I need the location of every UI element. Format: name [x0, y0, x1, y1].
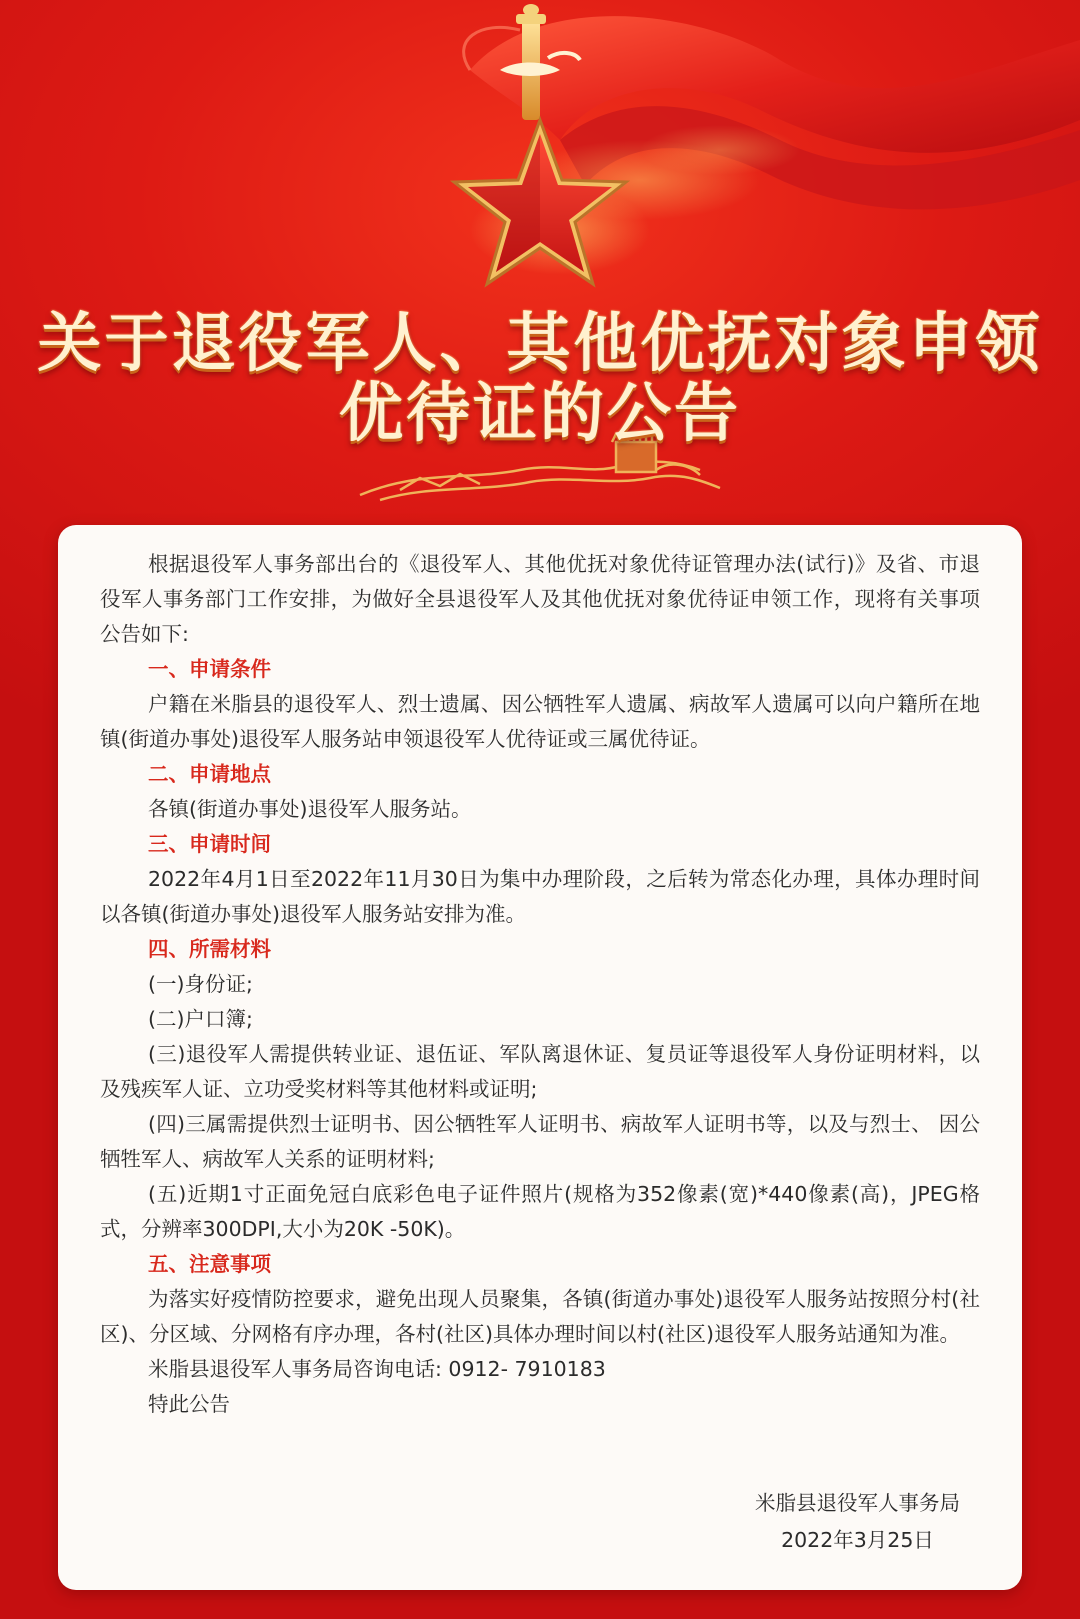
section-heading-location: 二、申请地点 — [148, 762, 271, 786]
section-heading-time: 三、申请时间 — [148, 832, 271, 856]
notice-title-line2: 优待证的公告 — [339, 377, 741, 451]
materials-item: (二)户口簿; — [148, 1007, 253, 1031]
signature-block — [755, 1485, 960, 1559]
materials-item: (三)退役军人需提供转业证、退伍证、军队离退休证、复员证等退役军人身份证明材料，以及残疾军人证、立功受奖材料等其他材料或证明; — [100, 1042, 980, 1101]
section-heading-materials: 四、所需材料 — [148, 937, 271, 961]
section-body-location: 各镇(街道办事处)退役军人服务站。 — [148, 797, 472, 821]
header-banner — [0, 0, 1080, 520]
section-body-conditions: 户籍在米脂县的退役军人、烈士遗属、因公牺牲军人遗属、病故军人遗属可以向户籍所在地镇(街道办事处)退役军人服务站申领退役军人优待证或三属优待证。 — [100, 692, 980, 751]
intro-paragraph: 根据退役军人事务部出台的《退役军人、其他优抚对象优待证管理办法(试行)》及省、市退役军人事务部门工作安排，为做好全县退役军人及其他优抚对象优待证申领工作，现将有关事项公告如下: — [100, 552, 980, 646]
issuer-name: 米脂县退役军人事务局 — [755, 1491, 960, 1515]
materials-item: (四)三属需提供烈士证明书、因公牺牲军人证明书、病故军人证明书等，以及与烈士、 因公牺牲军人、病故军人关系的证明材料; — [100, 1112, 980, 1171]
notice-card — [58, 525, 1022, 1590]
notice-title-line1: 关于退役军人、其他优抚对象申领 — [37, 307, 1043, 381]
section-heading-conditions: 一、申请条件 — [148, 657, 271, 681]
section-body-notes: 为落实好疫情防控要求，避免出现人员聚集，各镇(街道办事处)退役军人服务站按照分村(社区)、分区域、分网格有序办理，各村(社区)具体办理时间以村(社区)退役军人服务站通知为准。 — [100, 1287, 980, 1346]
issue-date: 2022年3月25日 — [781, 1528, 934, 1552]
section-heading-notes: 五、注意事项 — [148, 1252, 271, 1276]
notice-body — [100, 547, 980, 1422]
closing-text: 特此公告 — [148, 1392, 230, 1416]
materials-item: (五)近期1寸正面免冠白底彩色电子证件照片(规格为352像素(宽)*440像素(高)，JPEG格式，分辨率300DPI,大小为20K -50K)。 — [100, 1182, 980, 1241]
contact-phone: 米脂县退役军人事务局咨询电话: 0912- 7910183 — [148, 1357, 606, 1381]
materials-item: (一)身份证; — [148, 972, 253, 996]
section-body-time: 2022年4月1日至2022年11月30日为集中办理阶段，之后转为常态化办理，具体办理时间以各镇(街道办事处)退役军人服务站安排为准。 — [100, 867, 980, 926]
